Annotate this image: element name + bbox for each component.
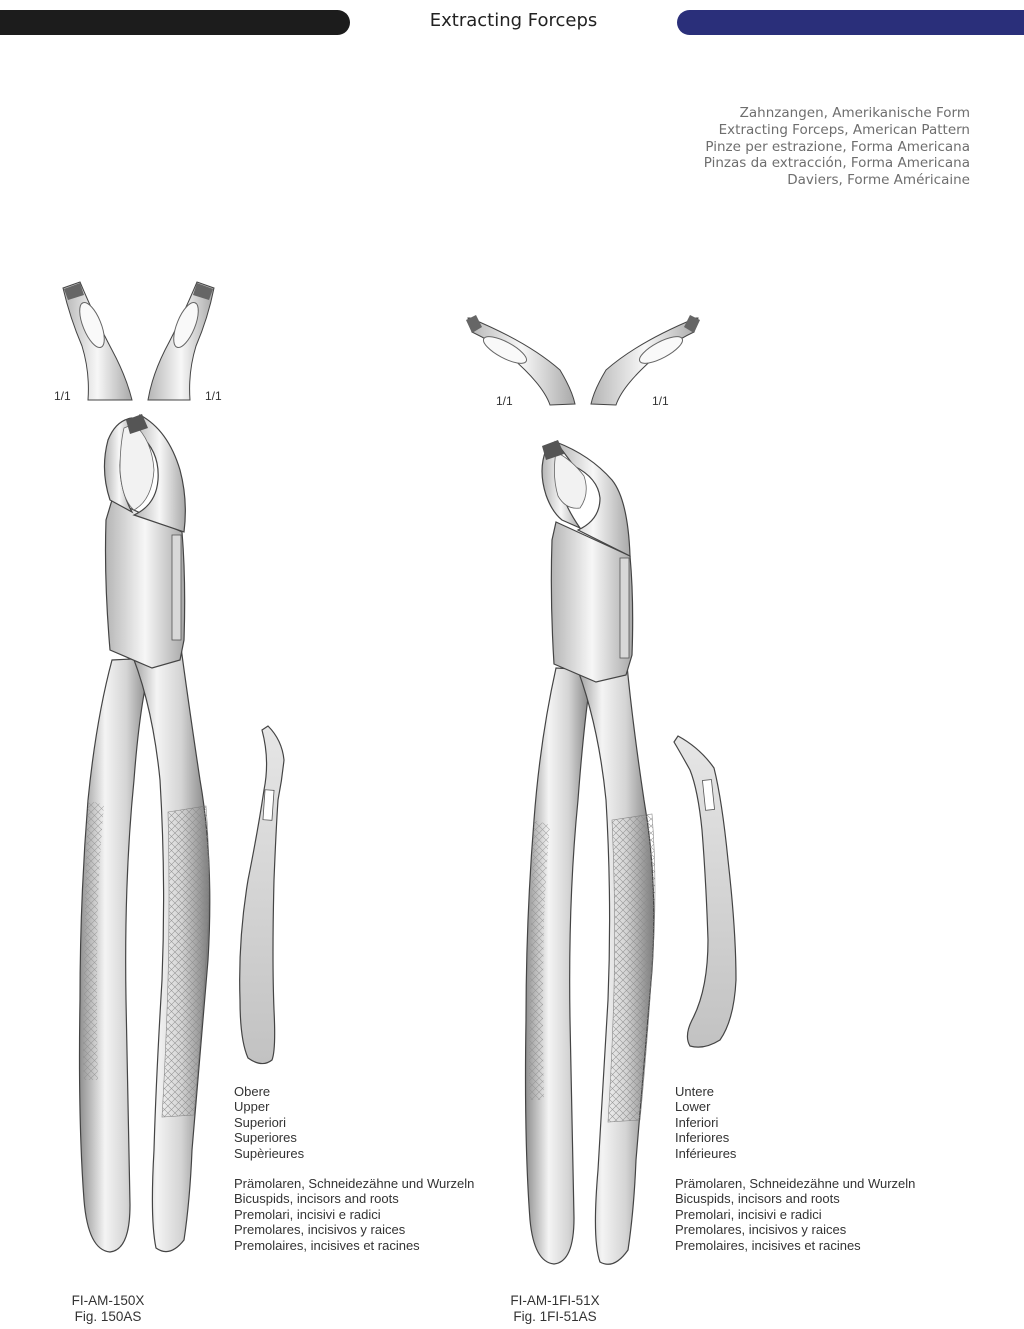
beak-detail-right-2 <box>591 315 700 405</box>
teeth-line: Prämolaren, Schneidezähne und Wurzeln <box>675 1176 916 1192</box>
product-code-1 <box>28 1293 188 1324</box>
profile-view-upper <box>240 726 284 1064</box>
scale-label-right-1: 1/1 <box>205 389 222 403</box>
subtitle-line-fr: Daviers, Forme Américaine <box>787 172 970 189</box>
subtitle-line-it: Pinze per estrazione, Forma Americana <box>705 138 970 155</box>
jaw-line: Superiores <box>234 1130 297 1146</box>
jaw-line: Untere <box>675 1084 715 1099</box>
teeth-line: Premolaires, incisives et racines <box>675 1237 861 1253</box>
product-code-2 <box>475 1293 635 1324</box>
beak-detail-right-1 <box>148 282 214 400</box>
jaw-line: Inferiori <box>675 1114 719 1130</box>
subtitle-line-es: Pinzas da extracción, Forma Americana <box>703 155 970 172</box>
page-title: Extracting Forceps <box>429 10 598 31</box>
forceps-lower-main <box>526 440 656 1264</box>
forceps-upper-main <box>80 414 210 1252</box>
beak-detail-left-1 <box>63 282 132 400</box>
usage-block-1 <box>234 1084 474 1253</box>
jaw-line: Lower <box>675 1099 711 1115</box>
jaw-line: Supèrieures <box>234 1145 305 1161</box>
teeth-line: Bicuspids, incisors and roots <box>675 1191 840 1207</box>
subtitle-line-de: Zahnzangen, Amerikanische Form <box>739 105 970 121</box>
jaw-line: Obere <box>234 1084 271 1099</box>
teeth-line: Bicuspids, incisors and roots <box>234 1191 399 1207</box>
figure-number: Fig. 150AS <box>74 1308 142 1324</box>
teeth-line: Prämolaren, Schneidezähne und Wurzeln <box>234 1176 475 1192</box>
scale-label-left-1: 1/1 <box>54 389 71 403</box>
beak-detail-left-2 <box>466 315 575 405</box>
teeth-line: Premolaires, incisives et racines <box>234 1237 420 1253</box>
item-number: FI-AM-150X <box>71 1293 145 1308</box>
item-number: FI-AM-1FI-51X <box>510 1293 600 1308</box>
teeth-line: Premolares, incisivos y raices <box>675 1222 847 1238</box>
jaw-line: Inferiores <box>675 1130 730 1146</box>
profile-view-lower <box>674 736 736 1047</box>
teeth-line: Premolares, incisivos y raices <box>234 1222 406 1238</box>
jaw-line: Inférieures <box>675 1145 737 1161</box>
scale-label-left-2: 1/1 <box>496 394 513 408</box>
jaw-line: Superiori <box>234 1114 287 1130</box>
subtitle-line-en: Extracting Forceps, American Pattern <box>718 121 970 138</box>
jaw-line: Upper <box>234 1099 270 1115</box>
figure-number: Fig. 1FI-51AS <box>513 1308 597 1324</box>
scale-label-right-2: 1/1 <box>652 394 669 408</box>
teeth-line: Premolari, incisivi e radici <box>675 1206 822 1222</box>
usage-block-2 <box>675 1084 915 1253</box>
teeth-line: Premolari, incisivi e radici <box>234 1206 381 1222</box>
